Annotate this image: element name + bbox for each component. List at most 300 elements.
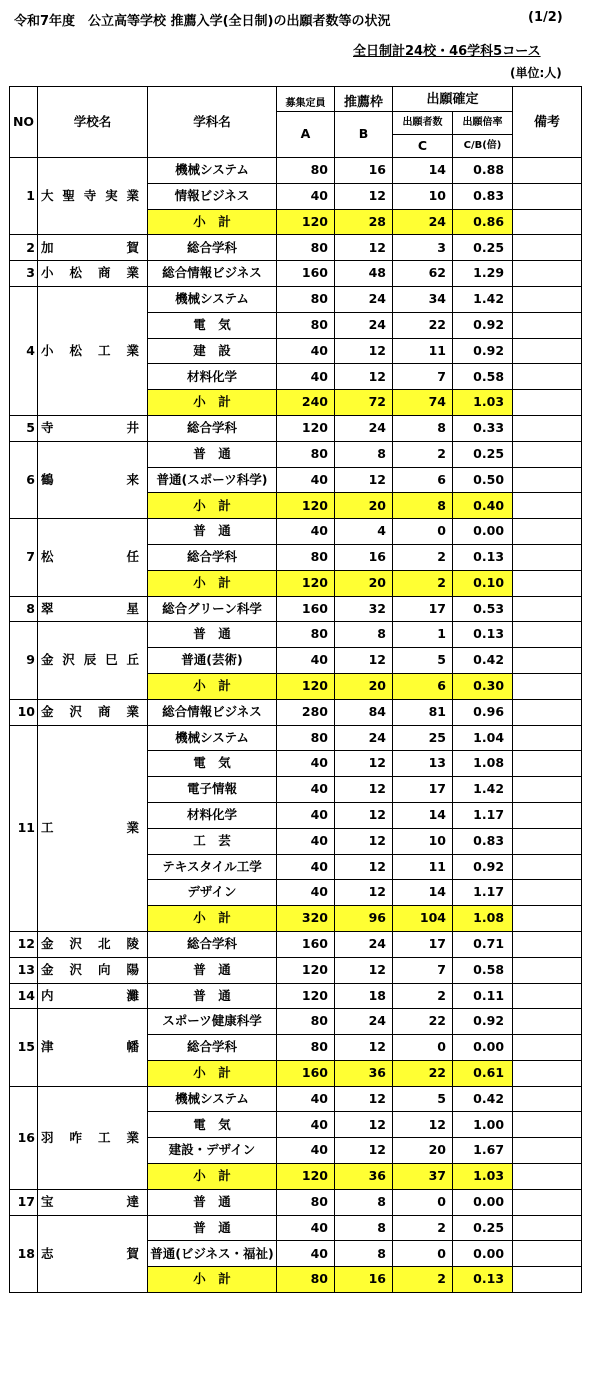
capacity-value: 40 xyxy=(277,880,335,906)
remarks-cell xyxy=(513,415,582,441)
remarks-cell xyxy=(513,1189,582,1215)
ratio-value: 0.53 xyxy=(453,596,513,622)
department-name: 小 計 xyxy=(148,570,277,596)
ratio-value: 0.42 xyxy=(453,648,513,674)
department-name: テキスタイル工学 xyxy=(148,854,277,880)
ratio-value: 1.17 xyxy=(453,802,513,828)
remarks-cell xyxy=(513,1241,582,1267)
capacity-value: 40 xyxy=(277,1241,335,1267)
summary-line: 全日制計24校・46学科5コース xyxy=(353,44,541,59)
department-name: 建設・デザイン xyxy=(148,1138,277,1164)
ratio-value: 0.86 xyxy=(453,209,513,235)
table-row xyxy=(10,1215,582,1241)
capacity-value: 40 xyxy=(277,1215,335,1241)
capacity-value: 120 xyxy=(277,1164,335,1190)
school-name: 大 聖 寺 実 業 xyxy=(41,187,139,203)
capacity-value: 40 xyxy=(277,648,335,674)
table-row xyxy=(10,931,582,957)
header-row xyxy=(10,87,582,112)
applicants-value: 20 xyxy=(393,1138,453,1164)
capacity-value: 160 xyxy=(277,596,335,622)
applicants-value: 10 xyxy=(393,183,453,209)
quota-value: 12 xyxy=(335,648,393,674)
school-number: 2 xyxy=(10,235,38,261)
capacity-value: 40 xyxy=(277,1086,335,1112)
quota-value: 24 xyxy=(335,312,393,338)
school-name-cell xyxy=(38,1086,148,1189)
remarks-cell xyxy=(513,622,582,648)
capacity-value: 40 xyxy=(277,751,335,777)
school-name-cell xyxy=(38,622,148,699)
remarks-cell xyxy=(513,751,582,777)
department-name: 総合学科 xyxy=(148,235,277,261)
ratio-value: 0.58 xyxy=(453,364,513,390)
applicants-value: 2 xyxy=(393,983,453,1009)
school-name: 鶴 来 xyxy=(41,471,139,487)
department-name: 総合情報ビジネス xyxy=(148,699,277,725)
quota-value: 4 xyxy=(335,519,393,545)
quota-value: 20 xyxy=(335,570,393,596)
remarks-cell xyxy=(513,983,582,1009)
remarks-cell xyxy=(513,286,582,312)
header-quota: 推薦枠 xyxy=(335,87,393,112)
school-number: 15 xyxy=(10,1009,38,1086)
capacity-value: 40 xyxy=(277,519,335,545)
school-number: 3 xyxy=(10,261,38,287)
remarks-cell xyxy=(513,931,582,957)
quota-value: 16 xyxy=(335,1267,393,1293)
remarks-cell xyxy=(513,312,582,338)
capacity-value: 80 xyxy=(277,1009,335,1035)
ratio-value: 1.04 xyxy=(453,725,513,751)
department-name: 普通(ビジネス・福祉) xyxy=(148,1241,277,1267)
department-name: 総合グリーン科学 xyxy=(148,596,277,622)
applicants-value: 74 xyxy=(393,390,453,416)
school-name: 宝 達 xyxy=(41,1194,139,1210)
applicants-value: 8 xyxy=(393,415,453,441)
school-name-cell xyxy=(38,261,148,287)
ratio-value: 1.17 xyxy=(453,880,513,906)
quota-value: 32 xyxy=(335,596,393,622)
header-school: 学校名 xyxy=(38,87,148,158)
ratio-value: 1.03 xyxy=(453,1164,513,1190)
capacity-value: 80 xyxy=(277,1267,335,1293)
department-name: 機械システム xyxy=(148,725,277,751)
capacity-value: 40 xyxy=(277,802,335,828)
school-name-cell xyxy=(38,1215,148,1292)
quota-value: 12 xyxy=(335,467,393,493)
applicants-value: 37 xyxy=(393,1164,453,1190)
ratio-value: 1.08 xyxy=(453,751,513,777)
remarks-cell xyxy=(513,209,582,235)
capacity-value: 160 xyxy=(277,1060,335,1086)
department-name: 小 計 xyxy=(148,209,277,235)
ratio-value: 0.11 xyxy=(453,983,513,1009)
department-name: 総合学科 xyxy=(148,415,277,441)
department-name: 小 計 xyxy=(148,1164,277,1190)
department-name: 普 通 xyxy=(148,441,277,467)
quota-value: 48 xyxy=(335,261,393,287)
capacity-value: 80 xyxy=(277,622,335,648)
remarks-cell xyxy=(513,1060,582,1086)
department-name: 機械システム xyxy=(148,286,277,312)
school-name-cell xyxy=(38,699,148,725)
capacity-value: 40 xyxy=(277,183,335,209)
applicants-value: 0 xyxy=(393,519,453,545)
remarks-cell xyxy=(513,880,582,906)
quota-value: 12 xyxy=(335,1035,393,1061)
school-name: 松 任 xyxy=(41,549,139,565)
header-capacity-letter: A xyxy=(277,112,335,158)
applicants-value: 2 xyxy=(393,570,453,596)
remarks-cell xyxy=(513,596,582,622)
capacity-value: 40 xyxy=(277,1112,335,1138)
remarks-cell xyxy=(513,957,582,983)
applicants-value: 22 xyxy=(393,1009,453,1035)
table-row xyxy=(10,622,582,648)
table-row xyxy=(10,519,582,545)
remarks-cell xyxy=(513,235,582,261)
applicants-value: 34 xyxy=(393,286,453,312)
department-name: 総合学科 xyxy=(148,1035,277,1061)
document-title: 令和7年度 公立高等学校 推薦入学(全日制)の出願者数等の状況 xyxy=(14,14,391,29)
quota-value: 12 xyxy=(335,364,393,390)
applicants-value: 17 xyxy=(393,596,453,622)
school-name: 翠 星 xyxy=(41,600,139,616)
table-row xyxy=(10,699,582,725)
department-name: 小 計 xyxy=(148,1060,277,1086)
capacity-value: 160 xyxy=(277,261,335,287)
applicants-value: 10 xyxy=(393,828,453,854)
applicants-value: 5 xyxy=(393,648,453,674)
applicants-value: 0 xyxy=(393,1035,453,1061)
table-row xyxy=(10,415,582,441)
ratio-value: 1.67 xyxy=(453,1138,513,1164)
ratio-value: 0.13 xyxy=(453,544,513,570)
capacity-value: 240 xyxy=(277,390,335,416)
applicants-value: 12 xyxy=(393,1112,453,1138)
table-row xyxy=(10,596,582,622)
capacity-value: 80 xyxy=(277,544,335,570)
table-row xyxy=(10,1086,582,1112)
school-number: 5 xyxy=(10,415,38,441)
capacity-value: 40 xyxy=(277,364,335,390)
school-name: 志 賀 xyxy=(41,1245,139,1261)
department-name: 電子情報 xyxy=(148,777,277,803)
quota-value: 12 xyxy=(335,235,393,261)
remarks-cell xyxy=(513,828,582,854)
school-name: 小 松 工 業 xyxy=(41,342,139,358)
department-name: 機械システム xyxy=(148,158,277,184)
school-name: 金 沢 向 陽 xyxy=(41,961,139,977)
header-confirmed: 出願確定 xyxy=(393,87,513,112)
remarks-cell xyxy=(513,1164,582,1190)
ratio-value: 0.00 xyxy=(453,1189,513,1215)
school-number: 4 xyxy=(10,286,38,415)
department-name: 普 通 xyxy=(148,622,277,648)
remarks-cell xyxy=(513,390,582,416)
capacity-value: 160 xyxy=(277,931,335,957)
quota-value: 12 xyxy=(335,1112,393,1138)
department-name: 機械システム xyxy=(148,1086,277,1112)
remarks-cell xyxy=(513,673,582,699)
capacity-value: 80 xyxy=(277,725,335,751)
quota-value: 24 xyxy=(335,286,393,312)
quota-value: 8 xyxy=(335,622,393,648)
school-name-cell xyxy=(38,415,148,441)
remarks-cell xyxy=(513,570,582,596)
quota-value: 20 xyxy=(335,673,393,699)
school-name-cell xyxy=(38,957,148,983)
remarks-cell xyxy=(513,441,582,467)
remarks-cell xyxy=(513,802,582,828)
department-name: 電 気 xyxy=(148,312,277,338)
remarks-cell xyxy=(513,544,582,570)
school-number: 18 xyxy=(10,1215,38,1292)
school-name: 津 幡 xyxy=(41,1039,139,1055)
header-ratio: 出願倍率 xyxy=(453,112,513,135)
school-name-cell xyxy=(38,519,148,596)
ratio-value: 0.50 xyxy=(453,467,513,493)
school-number: 8 xyxy=(10,596,38,622)
capacity-value: 120 xyxy=(277,570,335,596)
capacity-value: 80 xyxy=(277,312,335,338)
capacity-value: 80 xyxy=(277,235,335,261)
remarks-cell xyxy=(513,1112,582,1138)
quota-value: 12 xyxy=(335,828,393,854)
applicants-value: 14 xyxy=(393,158,453,184)
header-no: NO xyxy=(10,87,38,158)
ratio-value: 0.83 xyxy=(453,828,513,854)
remarks-cell xyxy=(513,1267,582,1293)
ratio-value: 0.00 xyxy=(453,519,513,545)
quota-value: 8 xyxy=(335,1241,393,1267)
department-name: 小 計 xyxy=(148,906,277,932)
ratio-value: 0.00 xyxy=(453,1035,513,1061)
quota-value: 18 xyxy=(335,983,393,1009)
quota-value: 84 xyxy=(335,699,393,725)
quota-value: 8 xyxy=(335,1189,393,1215)
ratio-value: 0.25 xyxy=(453,1215,513,1241)
ratio-value: 0.71 xyxy=(453,931,513,957)
ratio-value: 0.33 xyxy=(453,415,513,441)
quota-value: 20 xyxy=(335,493,393,519)
department-name: 小 計 xyxy=(148,673,277,699)
applicants-value: 1 xyxy=(393,622,453,648)
header-department: 学科名 xyxy=(148,87,277,158)
quota-value: 8 xyxy=(335,441,393,467)
department-name: 電 気 xyxy=(148,751,277,777)
capacity-value: 40 xyxy=(277,828,335,854)
department-name: 小 計 xyxy=(148,493,277,519)
school-number: 6 xyxy=(10,441,38,518)
school-name-cell xyxy=(38,286,148,415)
capacity-value: 80 xyxy=(277,286,335,312)
ratio-value: 0.61 xyxy=(453,1060,513,1086)
school-number: 10 xyxy=(10,699,38,725)
ratio-value: 0.92 xyxy=(453,312,513,338)
school-name: 工 業 xyxy=(41,819,139,835)
quota-value: 8 xyxy=(335,1215,393,1241)
capacity-value: 80 xyxy=(277,1035,335,1061)
department-name: 電 気 xyxy=(148,1112,277,1138)
school-name-cell xyxy=(38,158,148,235)
applicants-value: 17 xyxy=(393,931,453,957)
table-row xyxy=(10,957,582,983)
ratio-value: 0.92 xyxy=(453,338,513,364)
remarks-cell xyxy=(513,158,582,184)
ratio-value: 0.25 xyxy=(453,235,513,261)
school-name-cell xyxy=(38,1189,148,1215)
department-name: 小 計 xyxy=(148,390,277,416)
department-name: 普 通 xyxy=(148,983,277,1009)
quota-value: 16 xyxy=(335,158,393,184)
ratio-value: 1.00 xyxy=(453,1112,513,1138)
applicants-value: 104 xyxy=(393,906,453,932)
quota-value: 12 xyxy=(335,751,393,777)
quota-value: 12 xyxy=(335,777,393,803)
applicants-value: 0 xyxy=(393,1241,453,1267)
quota-value: 12 xyxy=(335,957,393,983)
capacity-value: 280 xyxy=(277,699,335,725)
table-row xyxy=(10,158,582,184)
applicants-value: 2 xyxy=(393,544,453,570)
unit-label: (単位:人) xyxy=(510,66,562,80)
ratio-value: 0.25 xyxy=(453,441,513,467)
quota-value: 12 xyxy=(335,1138,393,1164)
school-number: 12 xyxy=(10,931,38,957)
department-name: 総合学科 xyxy=(148,544,277,570)
capacity-value: 120 xyxy=(277,673,335,699)
applicants-value: 7 xyxy=(393,957,453,983)
quota-value: 72 xyxy=(335,390,393,416)
ratio-value: 0.42 xyxy=(453,1086,513,1112)
school-name-cell xyxy=(38,725,148,931)
school-name: 羽 咋 工 業 xyxy=(41,1129,139,1145)
department-name: 普 通 xyxy=(148,1215,277,1241)
department-name: 普 通 xyxy=(148,519,277,545)
header-applicants-letter: C xyxy=(393,135,453,158)
applicants-value: 14 xyxy=(393,802,453,828)
department-name: スポーツ健康科学 xyxy=(148,1009,277,1035)
department-name: 普通(スポーツ科学) xyxy=(148,467,277,493)
capacity-value: 320 xyxy=(277,906,335,932)
applicants-value: 11 xyxy=(393,338,453,364)
school-name-cell xyxy=(38,596,148,622)
remarks-cell xyxy=(513,467,582,493)
quota-value: 12 xyxy=(335,802,393,828)
department-name: 普通(芸術) xyxy=(148,648,277,674)
capacity-value: 40 xyxy=(277,854,335,880)
school-name-cell xyxy=(38,983,148,1009)
remarks-cell xyxy=(513,777,582,803)
table-row xyxy=(10,1009,582,1035)
department-name: 総合情報ビジネス xyxy=(148,261,277,287)
applicants-value: 24 xyxy=(393,209,453,235)
ratio-value: 0.00 xyxy=(453,1241,513,1267)
school-number: 17 xyxy=(10,1189,38,1215)
quota-value: 36 xyxy=(335,1164,393,1190)
school-name: 加 賀 xyxy=(41,239,139,255)
ratio-value: 1.42 xyxy=(453,777,513,803)
department-name: 普 通 xyxy=(148,957,277,983)
remarks-cell xyxy=(513,493,582,519)
department-name: デザイン xyxy=(148,880,277,906)
school-number: 1 xyxy=(10,158,38,235)
remarks-cell xyxy=(513,725,582,751)
school-number: 7 xyxy=(10,519,38,596)
capacity-value: 40 xyxy=(277,1138,335,1164)
department-name: 材料化学 xyxy=(148,364,277,390)
school-name-cell xyxy=(38,235,148,261)
quota-value: 12 xyxy=(335,1086,393,1112)
quota-value: 36 xyxy=(335,1060,393,1086)
ratio-value: 0.13 xyxy=(453,1267,513,1293)
table-row xyxy=(10,235,582,261)
applicants-value: 8 xyxy=(393,493,453,519)
applicants-value: 22 xyxy=(393,1060,453,1086)
ratio-value: 0.40 xyxy=(453,493,513,519)
page-indicator: (1/2) xyxy=(528,10,563,25)
ratio-value: 1.29 xyxy=(453,261,513,287)
department-name: 普 通 xyxy=(148,1189,277,1215)
capacity-value: 80 xyxy=(277,158,335,184)
applicants-value: 3 xyxy=(393,235,453,261)
school-number: 16 xyxy=(10,1086,38,1189)
school-number: 11 xyxy=(10,725,38,931)
remarks-cell xyxy=(513,906,582,932)
table-row xyxy=(10,725,582,751)
ratio-value: 0.58 xyxy=(453,957,513,983)
applicants-value: 6 xyxy=(393,673,453,699)
capacity-value: 120 xyxy=(277,493,335,519)
school-name-cell xyxy=(38,1009,148,1086)
applicants-value: 5 xyxy=(393,1086,453,1112)
applicants-value: 2 xyxy=(393,1215,453,1241)
applicants-value: 2 xyxy=(393,441,453,467)
remarks-cell xyxy=(513,1035,582,1061)
applicants-value: 22 xyxy=(393,312,453,338)
applicants-table xyxy=(9,86,582,1293)
school-number: 13 xyxy=(10,957,38,983)
remarks-cell xyxy=(513,519,582,545)
applicants-value: 81 xyxy=(393,699,453,725)
school-name: 内 灘 xyxy=(41,987,139,1003)
remarks-cell xyxy=(513,261,582,287)
quota-value: 28 xyxy=(335,209,393,235)
applicants-value: 6 xyxy=(393,467,453,493)
table-row xyxy=(10,983,582,1009)
ratio-value: 0.13 xyxy=(453,622,513,648)
applicants-value: 14 xyxy=(393,880,453,906)
school-number: 14 xyxy=(10,983,38,1009)
department-name: 総合学科 xyxy=(148,931,277,957)
ratio-value: 0.30 xyxy=(453,673,513,699)
applicants-value: 7 xyxy=(393,364,453,390)
quota-value: 12 xyxy=(335,338,393,364)
remarks-cell xyxy=(513,854,582,880)
remarks-cell xyxy=(513,699,582,725)
applicants-value: 11 xyxy=(393,854,453,880)
quota-value: 24 xyxy=(335,1009,393,1035)
remarks-cell xyxy=(513,364,582,390)
quota-value: 16 xyxy=(335,544,393,570)
school-name: 金 沢 商 業 xyxy=(41,703,139,719)
header-quota-letter: B xyxy=(335,112,393,158)
capacity-value: 120 xyxy=(277,983,335,1009)
school-name: 金 沢 北 陵 xyxy=(41,936,139,952)
remarks-cell xyxy=(513,648,582,674)
